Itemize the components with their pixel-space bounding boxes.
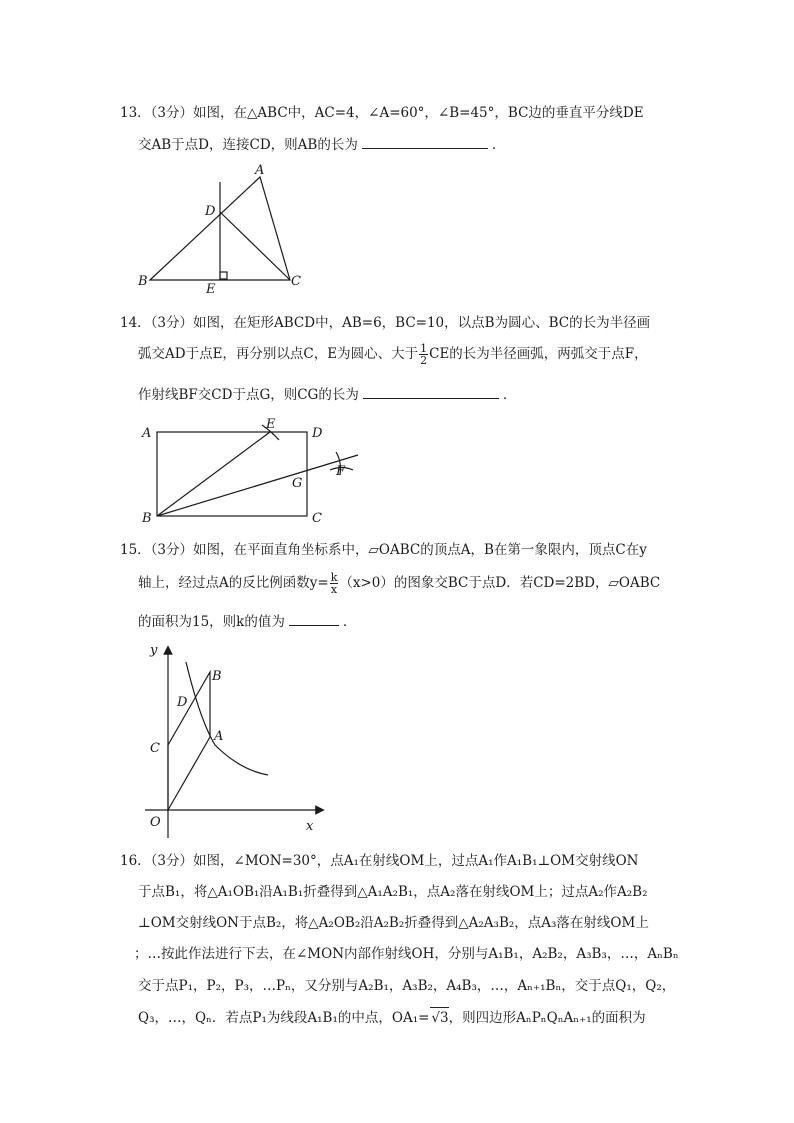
q16-line-6: [138, 1007, 646, 1028]
q16-line-1: 16．（3分）如图，∠MON=30°，点A₁在射线OM上，过点A₁作A₁B₁⊥OM交射线ON: [120, 853, 639, 869]
q15-label-c: C: [150, 741, 160, 756]
q15-fraction-numerator: k: [330, 571, 338, 584]
q14-line-3-text: 作射线BF交CD于点G，则CG的长为: [138, 387, 359, 403]
q15-label-y: y: [150, 643, 158, 658]
q16-line-2: 于点B₁，将△A₁OB₁沿A₁B₁折叠得到△A₁A₂B₁，点A₂落在射线OM上；过点A₂作A₂B₂: [138, 884, 648, 900]
q14-line-2-text: 弧交AD于点E，再分别以点C，E为圆心、大于: [138, 346, 419, 362]
q14-label-c: C: [312, 511, 322, 526]
q13-label-e: E: [206, 282, 216, 297]
q15-line-1: 15．（3分）如图，在平面直角坐标系中，▱OABC的顶点A，B在第一象限内，顶点C在y: [120, 542, 647, 558]
q14-label-a: A: [142, 426, 152, 441]
q15-parallelogram-oabc: [168, 672, 210, 810]
q14-line-3-end: ．: [502, 387, 517, 403]
q16-sqrt-arg: 3: [440, 1010, 449, 1026]
q15-label-o: O: [150, 815, 161, 830]
q14-line-2-rest: CE的长为半径画弧，两弧交于点F，: [429, 346, 648, 362]
q15-line-2-text: 轴上，经过点A的反比例函数y=: [138, 575, 329, 591]
q16-line-5: 交于点P₁，P₂，P₃，…Pₙ，又分别与A₂B₁，A₃B₂，A₄B₃，…，Aₙ₊₁Bₙ，交于点Q₁，Q₂，: [138, 978, 676, 994]
q14-label-e: E: [266, 417, 276, 432]
q15-label-b: B: [212, 669, 222, 684]
q14-fraction-numerator: 1: [420, 342, 428, 355]
q13-line-2-end: ．: [491, 137, 506, 153]
q13-line-2-text: 交AB于点D，连接CD，则AB的长为: [138, 137, 358, 153]
q13-line-1: 13．（3分）如图，在△ABC中，AC=4，∠A=60°，∠B=45°，BC边的垂直平分线DE: [120, 105, 644, 121]
q14-label-d: D: [312, 426, 323, 441]
q15-fraction-denominator: x: [330, 583, 338, 596]
q13-label-a: A: [255, 163, 265, 178]
q15-label-d: D: [177, 695, 188, 710]
q14-fraction-denominator: 2: [420, 354, 428, 367]
q14-label-f: F: [336, 464, 346, 479]
q13-label-d: D: [205, 204, 216, 219]
q14-label-b: B: [142, 511, 152, 526]
q16-line-4: ；…按此作法进行下去，在∠MON内部作射线OH，分别与A₁B₁，A₂B₂，A₃B₃，…，AₙBₙ: [134, 946, 679, 962]
q16-line-3: ⊥OM交射线ON于点B₂，将△A₂OB₂沿A₂B₂折叠得到△A₂A₃B₂，点A₃落在射线OM上: [138, 915, 649, 931]
q13-label-b: B: [138, 274, 148, 289]
q15-line-3-text: 的面积为15，则k的值为: [138, 614, 285, 630]
q13-label-c: C: [291, 274, 301, 289]
q15-line-3-end: ．: [342, 614, 357, 630]
q14-line-1: 14．（3分）如图，在矩形ABCD中，AB=6，BC=10，以点B为圆心、BC的长为半径画: [120, 315, 651, 331]
q15-label-a: A: [214, 729, 224, 744]
q16-line-6-text: Q₃，…，Qₙ．若点P₁为线段A₁B₁的中点，OA₁=: [138, 1010, 430, 1026]
q15-line-2-rest: （x>0）的图象交BC于点D．若CD=2BD，▱OABC: [339, 575, 661, 591]
q15-label-x: x: [306, 819, 314, 834]
q14-label-g: G: [292, 476, 303, 491]
q16-sqrt: √3: [430, 1007, 448, 1028]
q16-line-6-rest: ，则四边形AₙPₙQₙAₙ₊₁的面积为: [448, 1010, 646, 1026]
